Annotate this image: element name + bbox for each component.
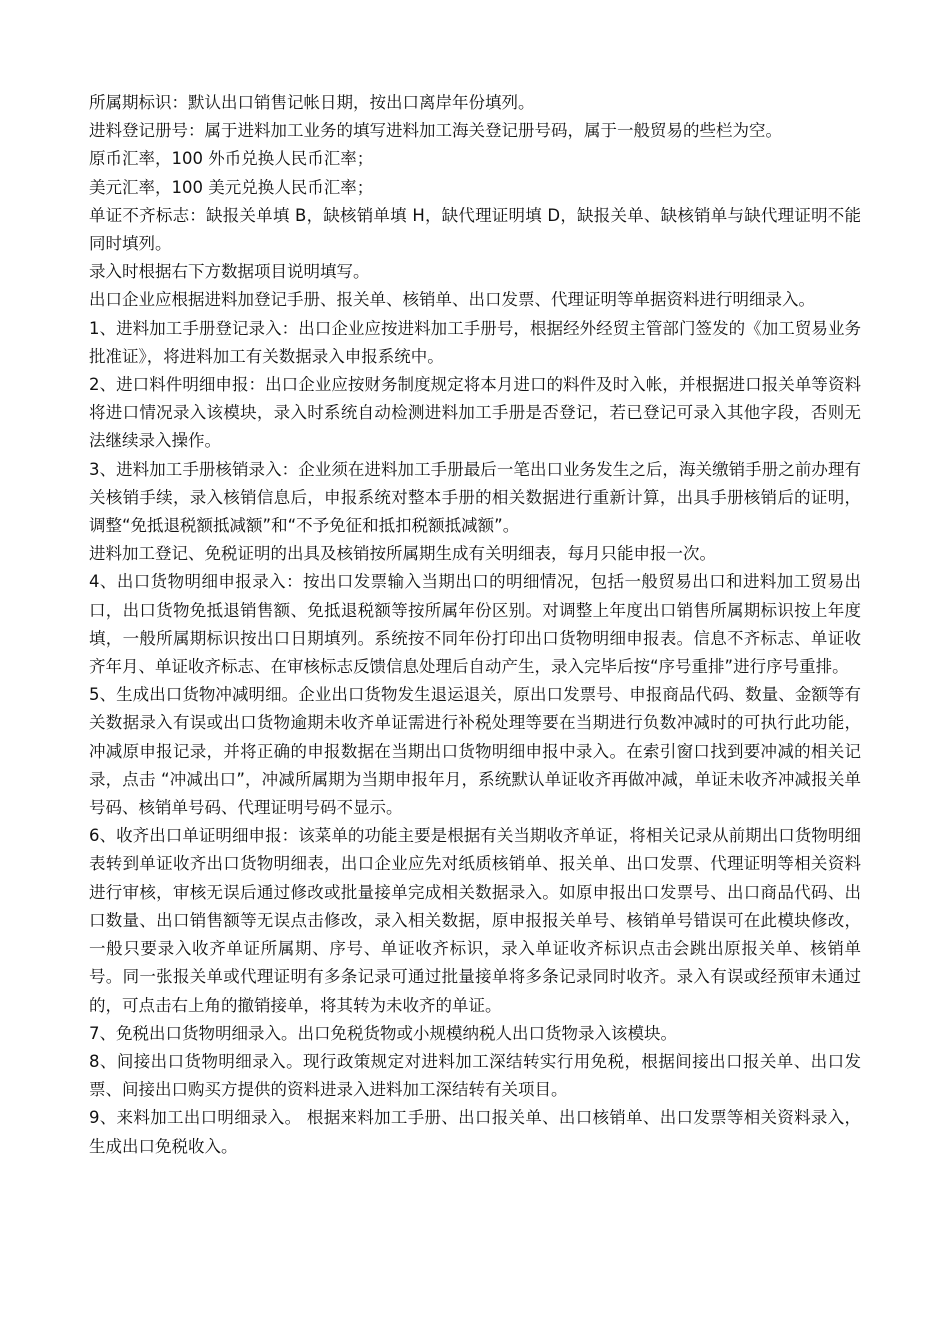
- paragraph-entry-instructions: 录入时根据右下方数据项目说明填写。: [89, 262, 370, 282]
- paragraph-item-2: 2、进口料件明细申报：出口企业应按财务制度规定将本月进口的料件及时入帐，并根据进口报关单等资料将进口情况录入该模块，录入时系统自动检测进料加工手册是否登记，若已登记可录入其他字段，否则无法继续录入操作。: [89, 375, 861, 451]
- paragraph-item-4: 4、出口货物明细申报录入：按出口发票输入当期出口的明细情况，包括一般贸易出口和进料加工贸易出口，出口货物免抵退销售额、免抵退税额等按所属年份区别。对调整上年度出口销售所属期标识按上年度填，一般所属期标识按出口日期填列。系统按不同年份打印出口货物明细申报表。信息不齐标志、单证收齐年月、单证收齐标志、在审核标志反馈信息处理后自动产生，录入完毕后按“序号重排”进行序号重排。: [89, 572, 861, 677]
- paragraph-detail-entry-intro: 出口企业应根据进料加登记手册、报关单、核销单、出口发票、代理证明等单据资料进行明细录入。: [89, 290, 815, 310]
- paragraph-registration-number: 进料登记册号：属于进料加工业务的填写进料加工海关登记册号码，属于一般贸易的些栏为空。: [89, 121, 782, 141]
- paragraph-usd-rate: 美元汇率，100 美元兑换人民币汇率；: [89, 177, 374, 197]
- paragraph-period-flag: 所属期标识：默认出口销售记帐日期，按出口离岸年份填列。: [89, 93, 535, 112]
- paragraph-item-6: 6、收齐出口单证明细申报：该菜单的功能主要是根据有关当期收齐单证，将相关记录从前期出口货物明细表转到单证收齐出口货物明细表，出口企业应先对纸质核销单、报关单、出口发票、代理证明等相关资料进行审核，审核无误后通过修改或批量接单完成相关数据录入。如原申报出口发票号、出口商品代码、出口数量、出口销售额等无误点击修改，录入相关数据，原申报报关单号、核销单号错误可在此模块修改，一般只要录入收齐单证所属期、序号、单证收齐标识，录入单证收齐标识点击会跳出原报关单、核销单号。同一张报关单或代理证明有多条记录可通过批量接单将多条记录同时收齐。录入有误或经预审未通过的，可点击右上角的撤销接单，将其转为未收齐的单证。: [89, 826, 861, 1015]
- paragraph-original-currency-rate: 原币汇率，100 外币兑换人民币汇率；: [89, 149, 374, 169]
- paragraph-incomplete-docs-flag: 单证不齐标志：缺报关单填 B，缺核销单填 H，缺代理证明填 D，缺报关单、缺核销单与缺代理证明不能同时填列。: [89, 205, 861, 254]
- paragraph-item-8: 8、间接出口货物明细录入。现行政策规定对进料加工深结转实行用免税，根据间接出口报关单、出口发票、间接出口购买方提供的资料进录入进料加工深结转有关项目。: [89, 1051, 861, 1100]
- paragraph-item-5: 5、生成出口货物冲减明细。企业出口货物发生退运退关，原出口发票号、申报商品代码、数量、金额等有关数据录入有误或出口货物逾期未收齐单证需进行补税处理等要在当期进行负数冲减时的可执行此功能，冲减原申报记录，并将正确的申报数据在当期出口货物明细申报中录入。在索引窗口找到要冲减的相关记录，点击 “冲减出口”，冲减所属期为当期申报年月，系统默认单证收齐再做冲减，单证未收齐冲减报关单号码、核销单号码、代理证明号码不显示。: [89, 685, 861, 818]
- paragraph-item-7: 7、免税出口货物明细录入。出口免税货物或小规模纳税人出口货物录入该模块。: [89, 1023, 677, 1043]
- paragraph-item-1: 1、进料加工手册登记录入：出口企业应按进料加工手册号，根据经外经贸主管部门签发的《加工贸易业务批准证》，将进料加工有关数据录入申报系统中。: [89, 318, 861, 366]
- document-page: [89, 89, 861, 1161]
- paragraph-monthly-note: 进料加工登记、免税证明的出具及核销按所属期生成有关明细表，每月只能申报一次。: [89, 544, 716, 564]
- paragraph-item-3: 3、进料加工手册核销录入：企业须在进料加工手册最后一笔出口业务发生之后，海关缴销手册之前办理有关核销手续，录入核销信息后，申报系统对整本手册的相关数据进行重新计算，出具手册核销后的证明，调整“免抵退税额抵减额”和“不予免征和抵扣税额抵减额”。: [89, 459, 861, 536]
- paragraph-item-9: 9、来料加工出口明细录入。 根据来料加工手册、出口报关单、出口核销单、出口发票等相关资料录入，生成出口免税收入。: [89, 1108, 861, 1156]
